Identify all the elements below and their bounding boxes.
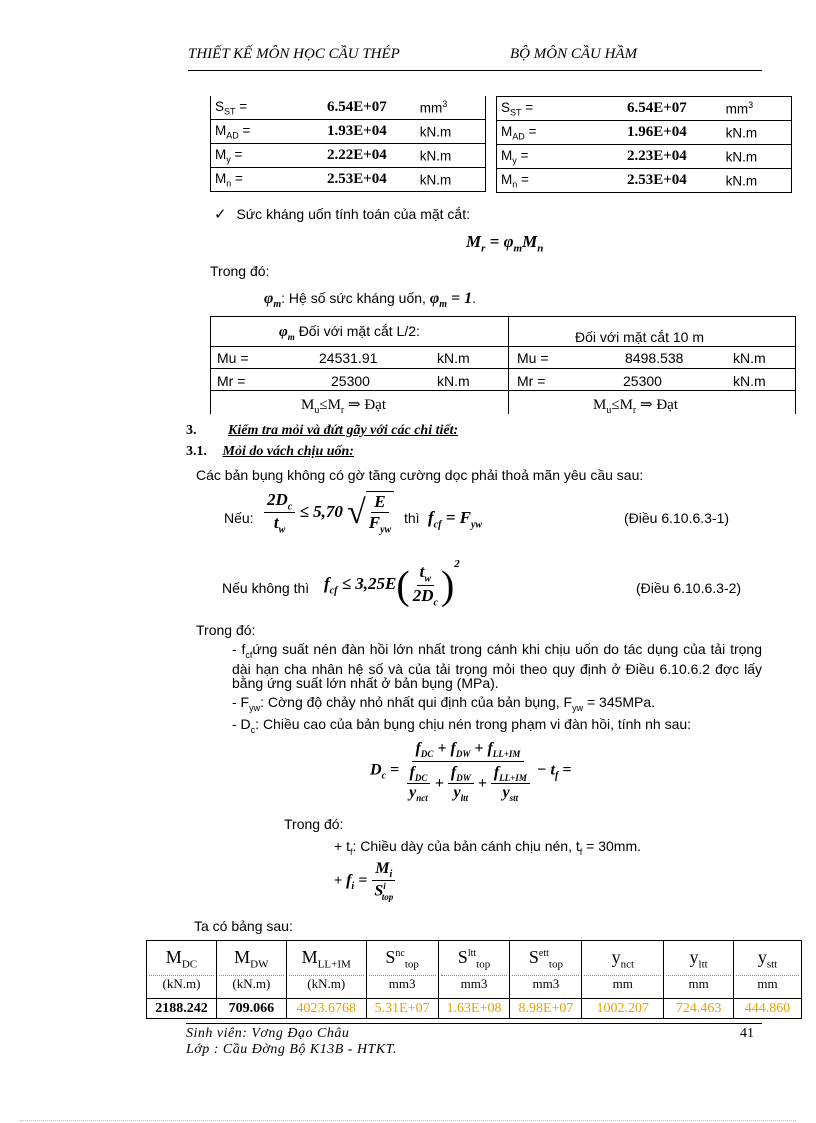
table1-value: 1.93E+04 <box>298 120 416 144</box>
bullet-fyw-text: : Cờng độ chảy nhỏ nhất qui định của bản bụng, F <box>260 694 573 710</box>
t2-left-conclusion: $M_u\le M_r$ ⇒ Đạt <box>301 397 387 416</box>
table1-unit: kN.m <box>416 168 486 192</box>
check-icon: ✓ <box>214 206 227 223</box>
table3-value: 709.066 <box>216 999 286 1019</box>
table3-value: 1002.207 <box>582 999 664 1019</box>
t2-left-mu-unit: kN.m <box>437 350 470 366</box>
table1-label: $M_n$ = <box>497 169 593 193</box>
table1-label: $M_y$ = <box>211 144 299 168</box>
table1-label: $M_{AD}$ = <box>211 120 299 144</box>
section-3-heading <box>186 423 458 439</box>
trong-do-1: Trong đó: <box>210 263 270 279</box>
t2-left-conclusion-text: Đạt <box>364 397 387 413</box>
trong-do-2: Trong đó: <box>196 622 256 638</box>
table1-value: 2.22E+04 <box>298 144 416 168</box>
t2-right-conclusion: $M_u\le M_r$ ⇒ Đạt <box>593 397 679 416</box>
thi-label: thì <box>404 510 420 526</box>
table3-header: $y_{nct}$ mm <box>582 941 664 999</box>
table1-right-row <box>497 169 792 193</box>
table1-value: 2.23E+04 <box>592 145 722 169</box>
t2-right-mu-unit: kN.m <box>733 350 766 366</box>
table1-unit: kN.m <box>722 169 792 193</box>
phi-text: : Hệ số sức kháng uốn, <box>281 290 426 306</box>
page-edge <box>20 1120 796 1121</box>
table3-header: $M_{DC}$ (kN.m) <box>147 941 217 999</box>
table3-value: 444.860 <box>734 999 802 1019</box>
footer-student: Sinh viên: Vơng Đạo Châu <box>186 1026 350 1041</box>
section-properties-left <box>210 96 486 192</box>
header-right: BỘ MÔN CẦU HẦM <box>510 46 638 62</box>
flexural-resistance-line <box>214 205 470 223</box>
table1-left-row <box>211 144 486 168</box>
t2-right-mr-unit: kN.m <box>733 373 766 389</box>
table3-header: $S^{ltt}_{top}$ mm3 <box>438 941 510 999</box>
t2-left-mr-label: Mr = <box>217 373 246 389</box>
bullet-fyw: - $F_{yw}$: Cờng độ chảy nhỏ nhất qui định của bản bụng, $F_{yw} = 345MPa$. <box>232 694 656 713</box>
formula-fi: + $f_i$ = $\frac{M_i}{S^i_{top}}$ <box>334 860 396 902</box>
table3-header: $M_{DW}$ (kN.m) <box>216 941 286 999</box>
table3-value: 8.98E+07 <box>510 999 582 1019</box>
footer-rule <box>186 1023 762 1024</box>
bullet-tf: + $t_f$: Chiều dày của bản cánh chịu nén, $t_f = 30mm$. <box>334 838 642 857</box>
formula-slenderness: $\frac{2D_c}{t_w}$ ≤ 5,70 √ $\frac{E}{F_{yw}}$ <box>264 490 394 536</box>
t2-left-mu-value: 24531.91 <box>319 350 378 366</box>
table3-value: 1.63E+08 <box>438 999 510 1019</box>
t2-left-mr-unit: kN.m <box>437 373 470 389</box>
table1-value: 2.53E+04 <box>592 169 722 193</box>
section-31-title: Mỏi do vách chịu uốn: <box>222 444 354 459</box>
table1-unit: $mm^3$ <box>722 97 792 121</box>
table1-value: 6.54E+07 <box>298 96 416 120</box>
table1-label: $M_y$ = <box>497 145 593 169</box>
ref-6-10-6-3-1: (Điều 6.10.6.3-1) <box>624 510 730 526</box>
formula-dc: $D_c$ = $f_{DC} + f_{DW} + f_{LL+IM}$ $\frac{f_{DC}}{y_{nct}}$ + $\frac{f_{DW}}{y_{ltt}}$ + $\frac{f_{LL+IM}}{y_{stt}}$ − $t_f$ = <box>370 740 572 804</box>
table1-label: $S_{ST}$ = <box>497 97 593 121</box>
table3-header: $y_{stt}$ mm <box>734 941 802 999</box>
table1-unit: kN.m <box>416 120 486 144</box>
neu-khong-label: Nếu không thì <box>222 580 310 596</box>
table2-right-title: Đối với mặt cắt 10 m <box>575 329 704 345</box>
table1-label: $M_{AD}$ = <box>497 121 593 145</box>
table1-unit: kN.m <box>722 145 792 169</box>
section-31-num: 3.1. <box>186 444 207 459</box>
section-3-title: Kiểm tra mỏi và đứt gãy với các chi tiết: <box>228 423 459 438</box>
bullet-dc-text: : Chiều cao của bản bụng chịu nén trong phạm vi đàn hồi, tính nh sau: <box>255 716 692 732</box>
bullet-tf-value: = 30mm. <box>582 838 642 854</box>
t2-left-mr-value: 25300 <box>331 373 370 389</box>
table3-header: $S^{ett}_{top}$ mm3 <box>510 941 582 999</box>
table1-unit: kN.m <box>416 144 486 168</box>
t2-right-mr-label: Mr = <box>517 373 546 389</box>
paragraph-web-requirement: Các bản bụng không có gờ tăng cường dọc phải thoả mãn yêu cầu sau: <box>196 467 644 483</box>
table1-label: $S_{ST}$ = <box>211 96 299 120</box>
t2-right-conclusion-text: Đạt <box>656 397 679 413</box>
table1-unit: kN.m <box>722 121 792 145</box>
table1-value: 2.53E+04 <box>298 168 416 192</box>
neu-label: Nếu: <box>224 510 254 526</box>
ta-co-bang: Ta có bảng sau: <box>194 918 293 934</box>
t2-right-mr-value: 25300 <box>623 373 662 389</box>
section-31-heading <box>186 444 354 460</box>
table2-left-title: Đối với mặt cắt L/2: <box>298 323 420 339</box>
stress-input-table <box>146 940 802 1019</box>
table1-unit: $mm^3$ <box>416 96 486 120</box>
table1-value: 6.54E+07 <box>592 97 722 121</box>
t2-right-mu-value: 8498.538 <box>625 350 684 366</box>
flexural-resistance-text: Sức kháng uốn tính toán của mặt cắt: <box>236 206 470 222</box>
bullet-tf-text: : Chiều dày của bản cánh chịu nén, t <box>352 838 580 854</box>
ref-6-10-6-3-2: (Điều 6.10.6.3-2) <box>636 580 742 596</box>
table3-value: 2188.242 <box>147 999 217 1019</box>
table2-left-title-wrap: $\varphi_m$ Đối với mặt cắt L/2: <box>279 323 420 342</box>
bullet-fcf: - $f_{cf}ứng$ suất nén đàn hồi lớn nhất trong cánh khi chịu uốn do tác dụng của tải trọng dài hạn cha nhân hệ số và của tải trọng mỏi theo quy định ở Điều 6.10.6.2 đợc lấy bằng ứng suất lớn nhất ở bản bụng (MPa). <box>232 641 762 691</box>
bullet-fcf-text: ứng suất nén đàn hồi lớn nhất trong cánh khi chịu uốn do tác dụng của tải trọng dài hạn cha nhân hệ số và của tải trọng mỏi theo quy định ở Điều 6.10.6.2 đợc lấy bằng ứng suất lớn nhất ở bản bụng (MPa). <box>232 641 762 691</box>
table1-label: $M_n$ = <box>211 168 299 192</box>
table1-right-row <box>497 145 792 169</box>
table3-header: $M_{LL+IM}$ (kN.m) <box>286 941 366 999</box>
table1-left-row <box>211 168 486 192</box>
formula-fcf-eq: $f_{cf} = F_{yw}$ <box>428 508 483 531</box>
t2-right-mu-label: Mu = <box>517 350 549 366</box>
table1-value: 1.96E+04 <box>592 121 722 145</box>
trong-do-3: Trong đó: <box>284 816 344 832</box>
page-number: 41 <box>740 1026 754 1041</box>
section-3-num: 3. <box>186 423 197 438</box>
table3-header: $S^{nc}_{top}$ mm3 <box>366 941 438 999</box>
section-properties-right <box>496 96 792 193</box>
table3-value: 5.31E+07 <box>366 999 438 1019</box>
moment-check-table <box>210 316 796 414</box>
bullet-fyw-value: = 345MPa. <box>583 694 656 710</box>
header-left: THIẾT KẾ MÔN HỌC CẦU THÉP <box>188 46 400 62</box>
formula-mr: $M_r = \varphi_mM_n$ <box>466 232 544 255</box>
table1-right-row <box>497 97 792 121</box>
formula-fcf-limit: $f_{cf} \le 3,25E$( $\frac{t_w}{2D_c}$ )$^2$ <box>324 558 460 608</box>
footer-class: Lớp : Cầu Đờng Bộ K13B - HTKT. <box>186 1042 397 1057</box>
table1-right-row <box>497 121 792 145</box>
table3-header: $y_{ltt}$ mm <box>664 941 734 999</box>
phi-definition: $\varphi_m$: Hệ số sức kháng uốn, $\varphi_m = 1$. <box>264 290 476 311</box>
table3-value: 724.463 <box>664 999 734 1019</box>
table1-left-row <box>211 120 486 144</box>
t2-left-mu-label: Mu = <box>217 350 249 366</box>
table3-value: 4023.6768 <box>286 999 366 1019</box>
header-rule <box>188 70 762 71</box>
bullet-dc: - $D_c$: Chiều cao của bản bụng chịu nén trong phạm vi đàn hồi, tính nh sau: <box>232 716 692 735</box>
table1-left-row <box>211 96 486 120</box>
